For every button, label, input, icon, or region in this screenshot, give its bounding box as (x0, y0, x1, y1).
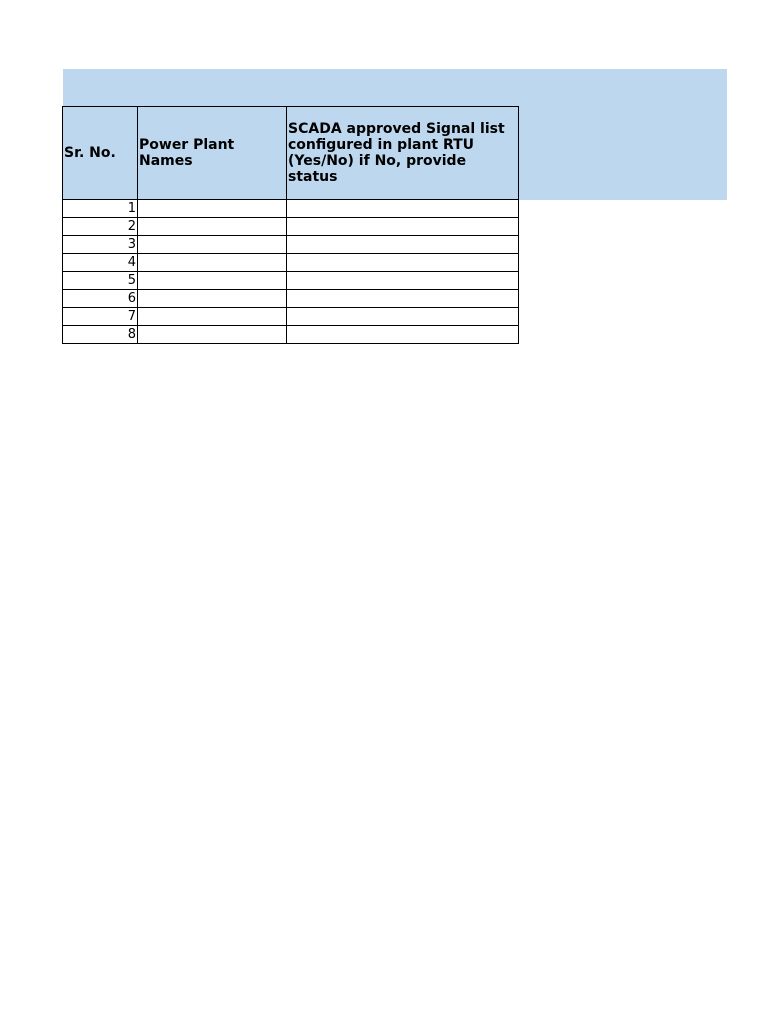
cell-plant-name[interactable] (138, 218, 287, 236)
cell-scada-status[interactable] (287, 218, 519, 236)
cell-scada-status[interactable] (287, 290, 519, 308)
cell-plant-name[interactable] (138, 236, 287, 254)
cell-sr-no[interactable]: 1 (63, 200, 138, 218)
cell-plant-name[interactable] (138, 272, 287, 290)
cell-sr-no[interactable]: 5 (63, 272, 138, 290)
table-row (63, 218, 519, 236)
cell-scada-status[interactable] (287, 326, 519, 344)
header-power-plant-names[interactable]: Power Plant Names (138, 107, 287, 200)
cell-scada-status[interactable] (287, 272, 519, 290)
header-scada-signal-list[interactable]: SCADA approved Signal list configured in plant RTU (Yes/No) if No, provide status (287, 107, 519, 200)
cell-plant-name[interactable] (138, 254, 287, 272)
cell-scada-status[interactable] (287, 200, 519, 218)
table-row (63, 308, 519, 326)
cell-scada-status[interactable] (287, 236, 519, 254)
table-row (63, 290, 519, 308)
cell-scada-status[interactable] (287, 308, 519, 326)
cell-plant-name[interactable] (138, 326, 287, 344)
cell-plant-name[interactable] (138, 308, 287, 326)
table-row (63, 272, 519, 290)
plant-signal-table (62, 106, 519, 344)
table-row (63, 254, 519, 272)
table-row (63, 200, 519, 218)
cell-plant-name[interactable] (138, 200, 287, 218)
cell-plant-name[interactable] (138, 290, 287, 308)
cell-sr-no[interactable]: 4 (63, 254, 138, 272)
table-row (63, 236, 519, 254)
cell-sr-no[interactable]: 2 (63, 218, 138, 236)
header-row (63, 107, 519, 200)
cell-sr-no[interactable]: 7 (63, 308, 138, 326)
cell-sr-no[interactable]: 3 (63, 236, 138, 254)
header-sr-no[interactable]: Sr. No. (63, 107, 138, 200)
cell-sr-no[interactable]: 8 (63, 326, 138, 344)
table-row (63, 326, 519, 344)
cell-sr-no[interactable]: 6 (63, 290, 138, 308)
cell-scada-status[interactable] (287, 254, 519, 272)
